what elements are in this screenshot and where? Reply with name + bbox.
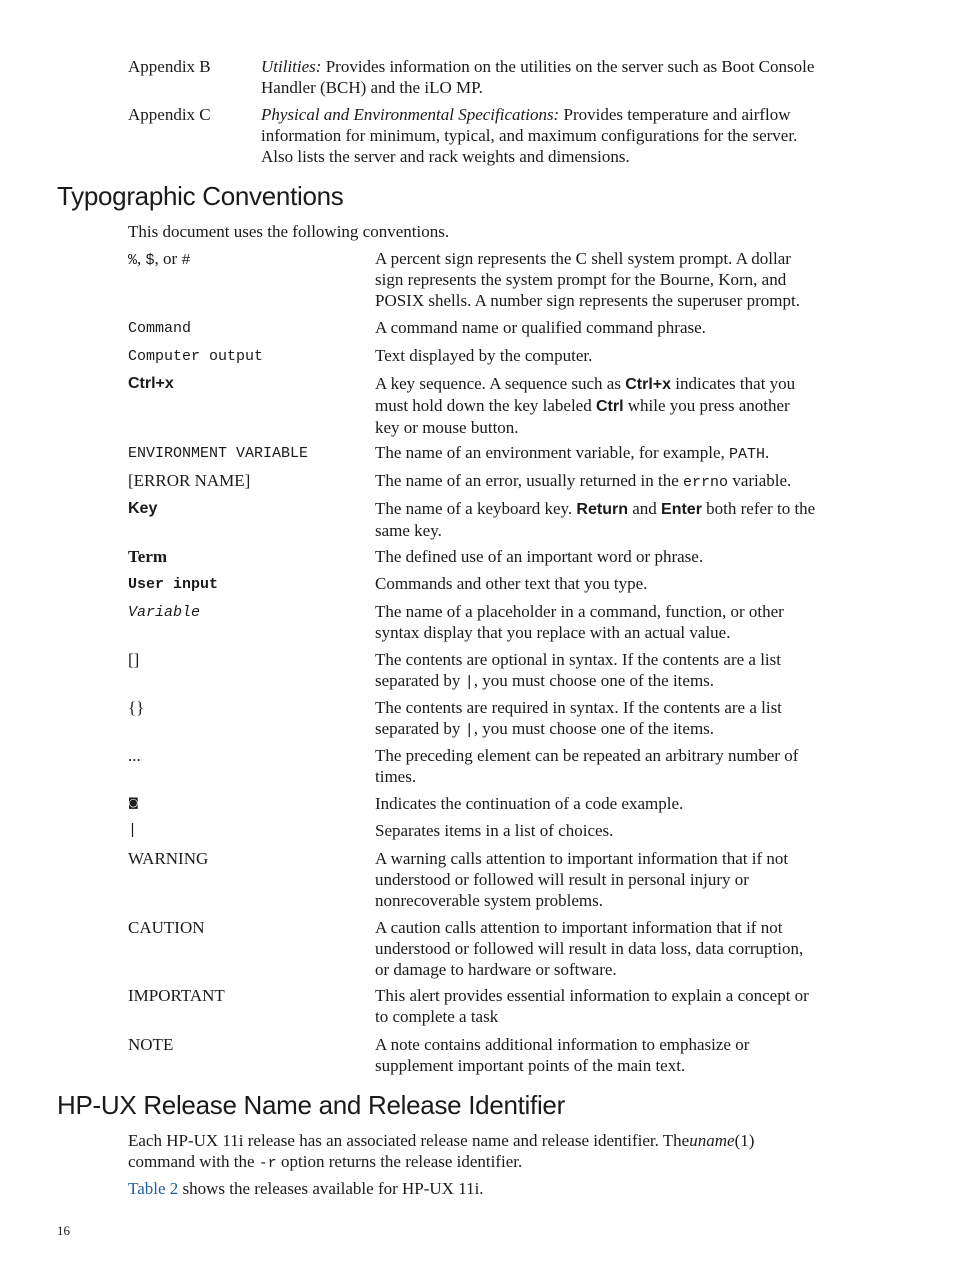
term-command: Command	[128, 320, 192, 337]
term-user-input: User input	[128, 576, 219, 593]
term-prompts: %, $, or #	[128, 249, 191, 269]
desc-important: This alert provides essential information to explain a concept or to complete a task	[375, 986, 809, 1026]
term-computer-output: Computer output	[128, 348, 264, 365]
section-heading-release-name: HP-UX Release Name and Release Identifier	[57, 1090, 565, 1120]
desc-environment-variable: The name of an environment variable, for example, PATH.	[375, 443, 770, 463]
desc-pipe: Separates items in a list of choices.	[375, 821, 614, 840]
appendix-b-description: Utilities: Provides information on the utilities on the server such as Boot Console Handler (BCH) and the iLO MP.	[261, 57, 815, 97]
appendix-b-title: Utilities:	[261, 57, 322, 76]
term-braces: {}	[128, 698, 145, 717]
desc-key: The name of a keyboard key. Return and Enter both refer to the same key.	[375, 499, 816, 540]
term-variable: Variable	[128, 604, 201, 621]
desc-command: A command name or qualified command phrase.	[375, 318, 706, 337]
table-reference-paragraph: Table 2 shows the releases available for HP-UX 11i.	[128, 1179, 484, 1198]
term-note: NOTE	[128, 1035, 174, 1054]
desc-ellipsis: The preceding element can be repeated an arbitrary number of times.	[375, 746, 799, 786]
term-caution: CAUTION	[128, 918, 205, 937]
desc-warning: A warning calls attention to important information that if not understood or followed will result in personal injury or nonrecoverable system problems.	[375, 849, 789, 910]
section-intro: This document uses the following conventions.	[128, 222, 450, 241]
table-2-link[interactable]: Table 2	[128, 1179, 179, 1198]
desc-computer-output: Text displayed by the computer.	[375, 346, 593, 365]
desc-caution: A caution calls attention to important information that if not understood or followed will result in data loss, data corruption, or damage to hardware or software.	[375, 918, 804, 979]
appendix-c-description: Physical and Environmental Specifications: Provides temperature and airflow information for minimum, typical, and maximum configurations for the server. Also lists the server and rack weights and dimensions.	[261, 105, 798, 166]
desc-variable: The name of a placeholder in a command, function, or other syntax display that you replace with an actual value.	[375, 602, 784, 642]
release-paragraph: Each HP-UX 11i release has an associated release name and release identifier. Theuname(1) command with the -r option returns the release identifier.	[128, 1131, 755, 1172]
desc-braces: The contents are required in syntax. If the contents are a list separated by |, you must choose one of the items.	[375, 698, 782, 739]
desc-ctrl-x: A key sequence. A sequence such as Ctrl+x indicates that you must hold down the key labeled Ctrl while you press another key or mouse button.	[375, 374, 796, 437]
desc-prompts: A percent sign represents the C shell system prompt. A dollar sign represents the system prompt for the Bourne, Korn, and POSIX shells. A number sign represents the superuser prompt.	[375, 249, 800, 310]
desc-continuation: Indicates the continuation of a code example.	[375, 794, 684, 813]
term-term: Term	[128, 547, 168, 566]
appendix-c-title: Physical and Environmental Specifications:	[261, 105, 560, 124]
term-environment-variable: ENVIRONMENT VARIABLE	[128, 445, 309, 462]
term-error-name: [ERROR NAME]	[128, 471, 251, 490]
term-warning: WARNING	[128, 849, 209, 868]
desc-note: A note contains additional information to emphasize or supplement important points of the main text.	[375, 1035, 750, 1075]
term-ellipsis: ...	[128, 746, 141, 765]
page-number: 16	[57, 1223, 70, 1238]
section-heading-typographic-conventions: Typographic Conventions	[57, 181, 344, 211]
term-important: IMPORTANT	[128, 986, 225, 1005]
desc-brackets: The contents are optional in syntax. If the contents are a list separated by |, you must choose one of the items.	[375, 650, 781, 691]
term-brackets: []	[128, 650, 140, 669]
appendix-c-label: Appendix C	[128, 105, 211, 124]
term-key: Key	[128, 500, 158, 517]
term-pipe: |	[128, 822, 138, 839]
appendix-b-label: Appendix B	[128, 57, 211, 76]
desc-term: The defined use of an important word or phrase.	[375, 547, 704, 566]
desc-error-name: The name of an error, usually returned in the errno variable.	[375, 471, 792, 491]
term-ctrl-x: Ctrl+x	[128, 375, 174, 392]
continuation-icon: ◙	[128, 796, 139, 809]
desc-user-input: Commands and other text that you type.	[375, 574, 648, 593]
